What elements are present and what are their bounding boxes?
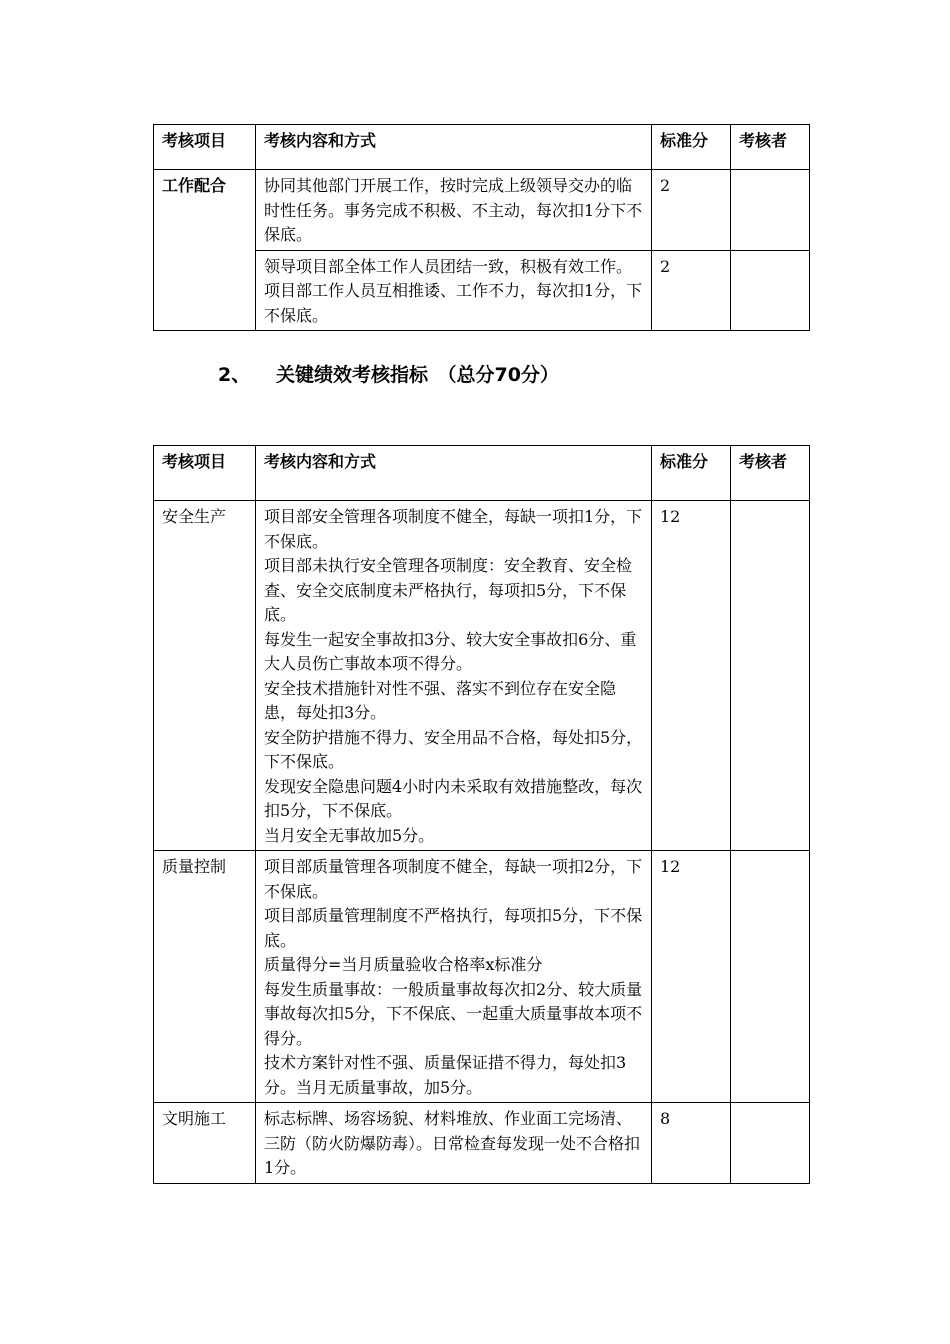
header-item: 考核项目 [154,125,256,170]
score-cell: 12 [652,851,731,1103]
header-content: 考核内容和方式 [256,125,652,170]
header-assessor: 考核者 [731,446,810,501]
kpi-table [153,445,810,1184]
table-row [154,851,810,1103]
header-content: 考核内容和方式 [256,446,652,501]
content-cell [256,851,652,1103]
assessor-cell [731,250,810,331]
score-cell: 8 [652,1103,731,1184]
header-score: 标准分 [652,446,731,501]
assessor-cell [731,501,810,851]
section-number: 2、 [218,364,251,386]
item-cell: 安全生产 [154,501,256,851]
work-cooperation-table [153,124,810,331]
content-cell: 协同其他部门开展工作，按时完成上级领导交办的临时性任务。事务完成不积极、不主动，每次扣1分下不保底。 [256,170,652,251]
content-line: 质量得分=当月质量验收合格率x标准分 [264,955,543,974]
content-cell [256,1103,652,1184]
table-row [154,1103,810,1184]
content-line: 技术方案针对性不强、质量保证措不得力，每处扣3分。当月无质量事故，加5分。 [264,1053,627,1097]
content-line: 项目部安全管理各项制度不健全，每缺一项扣1分，下不保底。 [264,507,643,551]
content-line: 每发生一起安全事故扣3分、较大安全事故扣6分、重大人员伤亡事故本项不得分。 [264,629,637,673]
header-assessor: 考核者 [731,125,810,170]
content-line: 每发生质量事故：一般质量事故每次扣2分、较大质量事故每次扣5分，下不保底、一起重大质量事故本项不得分。 [264,979,643,1048]
score-cell: 2 [652,250,731,331]
content-line: 当月安全无事故加5分。 [264,825,435,845]
score-cell: 12 [652,501,731,851]
header-score: 标准分 [652,125,731,170]
assessor-cell [731,170,810,251]
content-cell: 领导项目部全体工作人员团结一致，积极有效工作。项目部工作人员互相推诿、工作不力，每次扣1分，下不保底。 [256,250,652,331]
table-row [154,501,810,851]
content-line: 发现安全隐患问题4小时内未采取有效措施整改，每次扣5分，下不保底。 [264,776,643,820]
item-cell: 质量控制 [154,851,256,1103]
content-line: 安全技术措施针对性不强、落实不到位存在安全隐患，每处扣3分。 [264,678,617,722]
table-row [154,170,810,251]
content-cell [256,501,652,851]
item-cell: 工作配合 [154,170,256,331]
assessor-cell [731,1103,810,1184]
section-title: 关键绩效考核指标 （总分70分） [276,364,559,386]
content-line: 项目部质量管理各项制度不健全，每缺一项扣2分，下不保底。 [264,857,643,901]
section-heading [218,360,559,387]
item-cell: 文明施工 [154,1103,256,1184]
content-line: 项目部未执行安全管理各项制度：安全教育、安全检查、安全交底制度未严格执行，每项扣5分，下不保底。 [264,556,633,624]
score-cell: 2 [652,170,731,251]
table-header-row [154,125,810,170]
header-item: 考核项目 [154,446,256,501]
content-line: 安全防护措施不得力、安全用品不合格，每处扣5分，下不保底。 [264,727,643,771]
content-line: 项目部质量管理制度不严格执行，每项扣5分，下不保底。 [264,906,643,950]
table-header-row [154,446,810,501]
assessor-cell [731,851,810,1103]
content-line: 标志标牌、场容场貌、材料堆放、作业面工完场清、三防（防火防爆防毒）。日常检查每发现一处不合格扣1分。 [264,1109,641,1177]
